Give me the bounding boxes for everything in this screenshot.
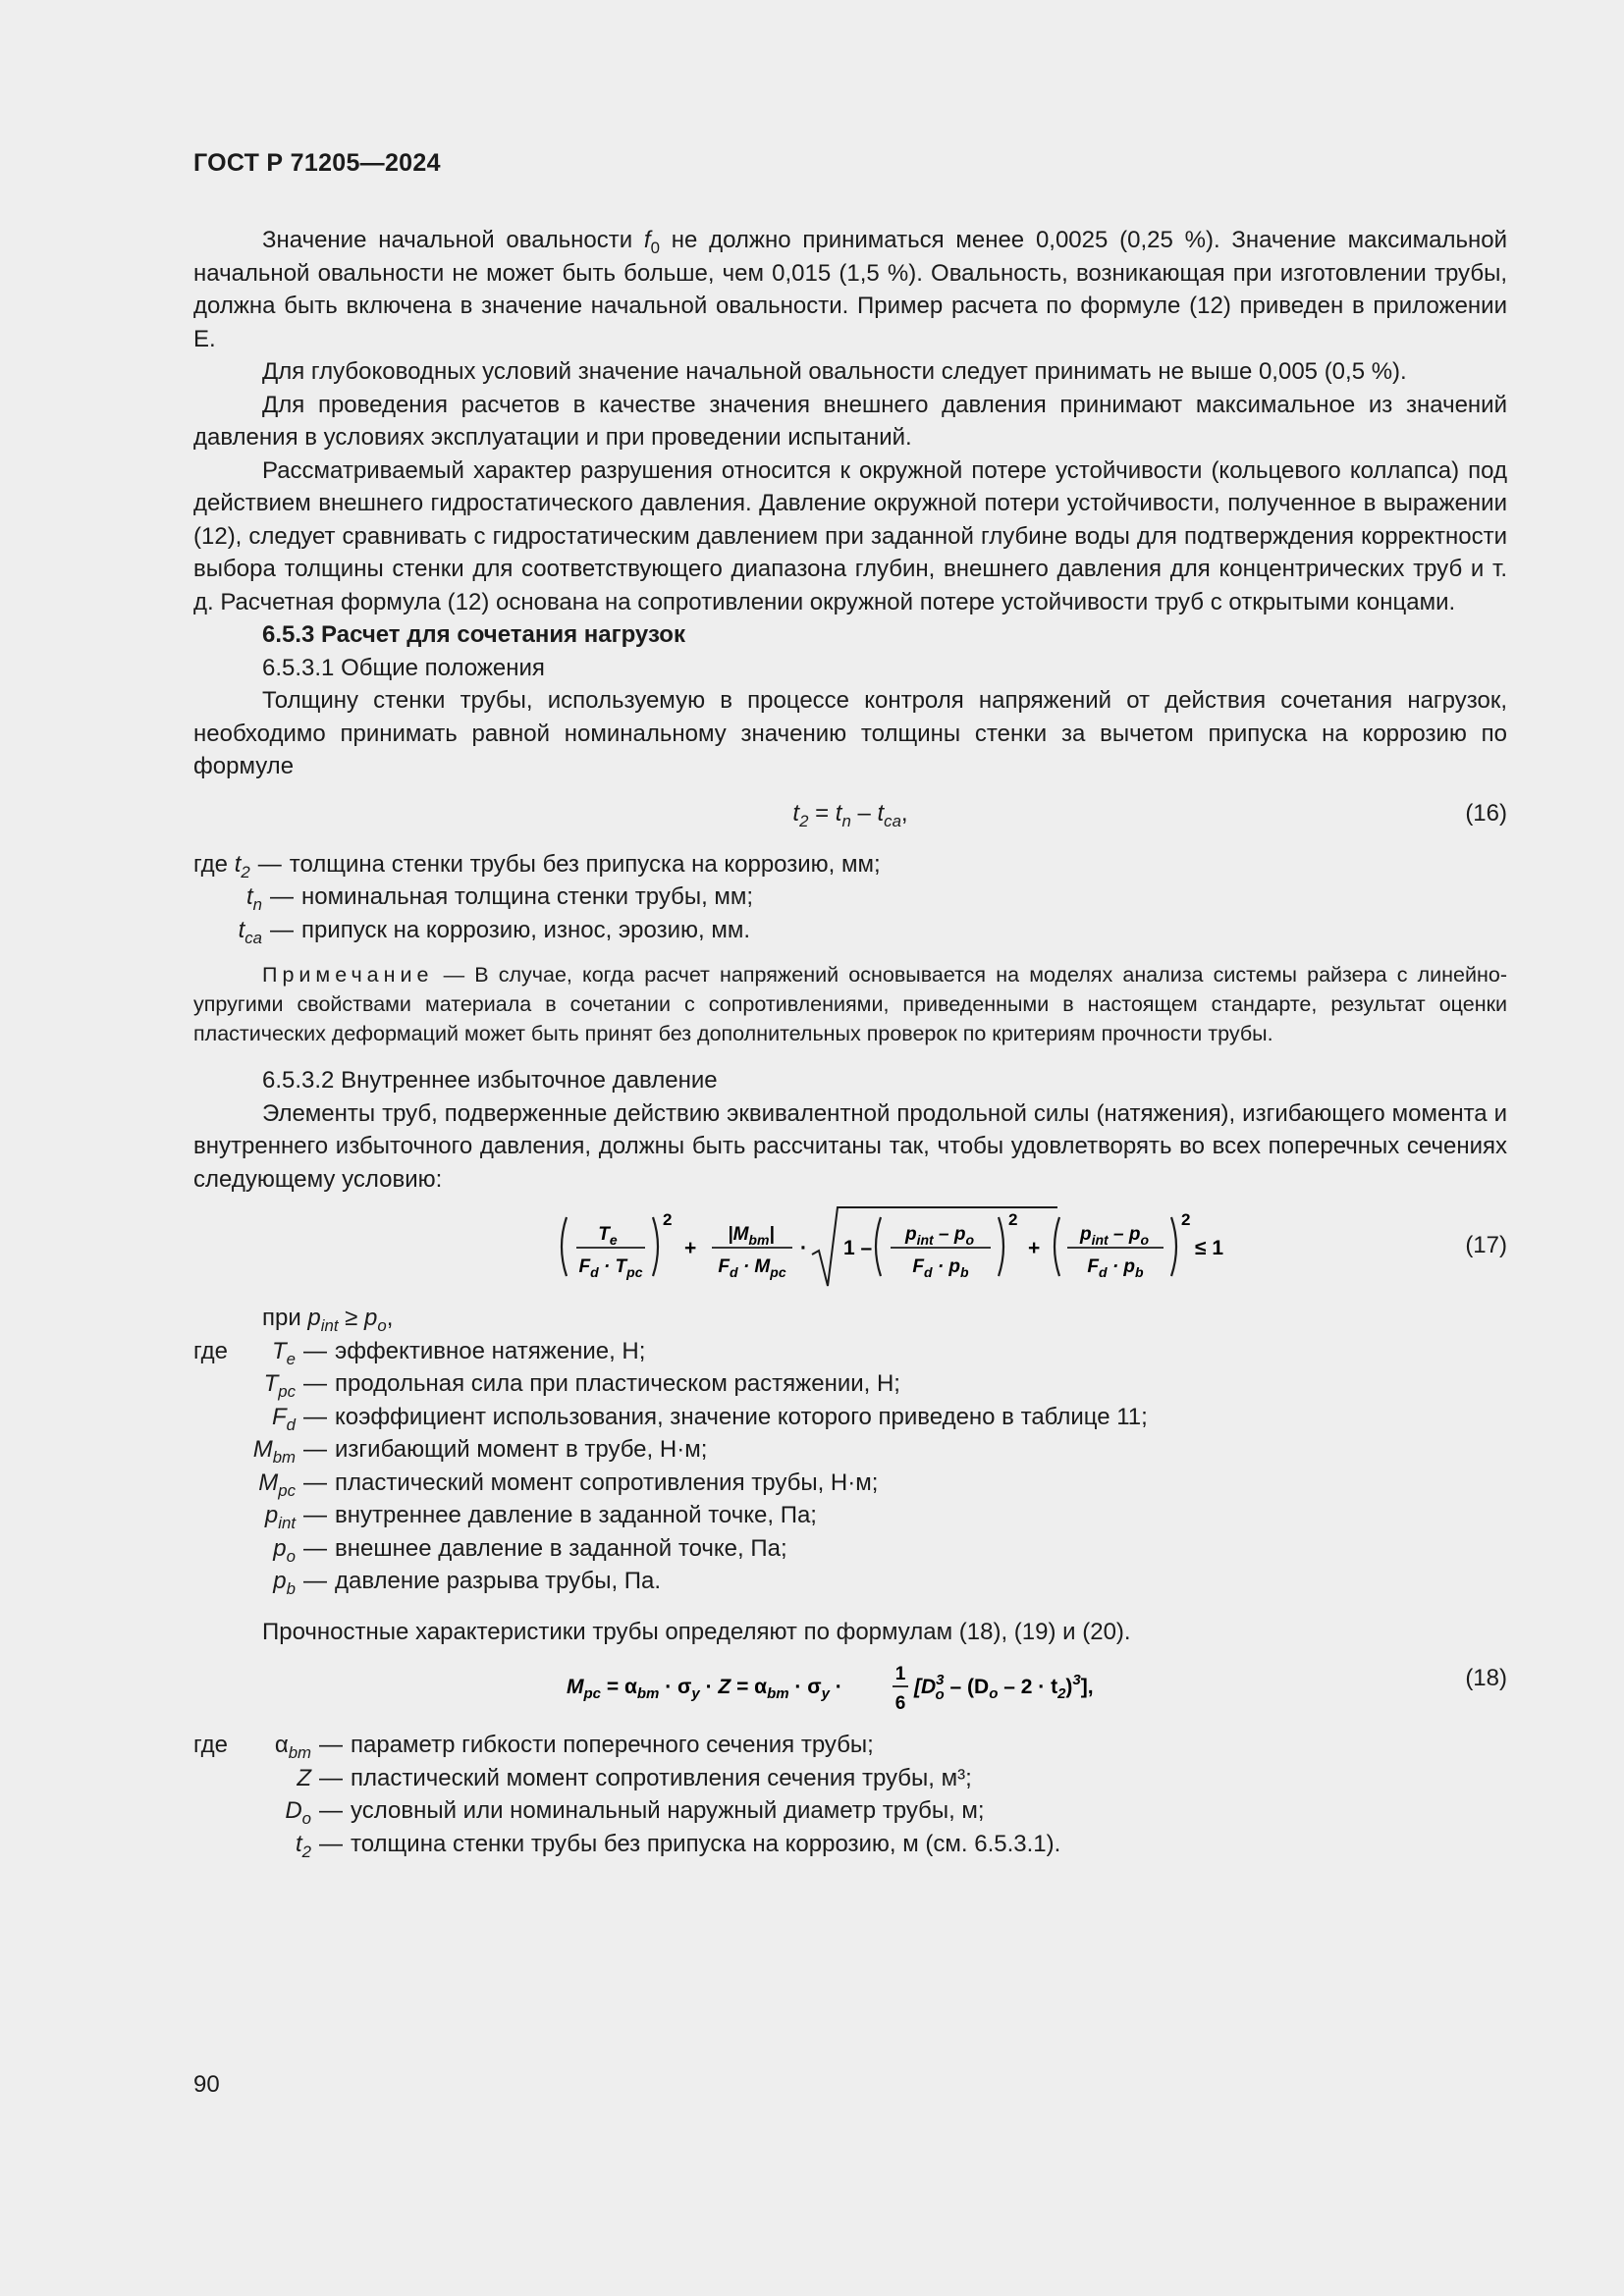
svg-text:6: 6 (894, 1693, 906, 1714)
where-text: изгибающий момент в трубе, Н·м; (335, 1436, 708, 1463)
where-text: пластический момент сопротивления трубы, Н·м; (335, 1468, 879, 1496)
svg-text:≤ 1: ≤ 1 (1195, 1237, 1224, 1259)
where-text: коэффициент использования, значение которого приведено в таблице 11; (335, 1403, 1148, 1430)
svg-text:+: + (684, 1237, 697, 1259)
paragraph-wall-thickness: Толщину стенки трубы, используемую в процессе контроля напряжений от действия сочетания нагрузок, необходимо принимать равной номинальному значению толщины стенки за вычетом припуска на коррозию по формуле (193, 687, 1507, 779)
body-text (193, 224, 1507, 1860)
where-row: $p_o$ — внешнее давление в заданной точке, Па; (193, 1532, 1507, 1566)
where-text: продольная сила при пластическом растяжении, Н; (335, 1370, 900, 1397)
svg-text:Mpc = αbm · σy · Z = αbm · σy: $M_{pc} = \alpha_{bm} \cdot \sigma_y \cdot Z = \alpha_{bm} \cdot \sigma_y$ · (567, 1676, 842, 1702)
equation-17 (193, 1196, 1507, 1302)
where-row: где $T_e$ — эффективное натяжение, Н; (193, 1335, 1507, 1368)
symbol: f (643, 227, 651, 253)
paragraph-elements: Элементы труб, подверженные действию эквивалентной продольной силы (натяжения), изгибающего момента и внутреннего избыточного давления, должны быть рассчитаны так, чтобы удовлетворять во всех поперечных сечениях следующему условию: (193, 1099, 1507, 1193)
note (193, 960, 1507, 1048)
paragraph-strength: Прочностные характеристики трубы определяют по формулам (18), (19) и (20). (262, 1618, 1131, 1645)
paragraph-deepwater: Для глубоководных условий значение начальной овальности следует принимать не выше 0,005 (0,5 %). (262, 358, 1407, 385)
svg-text:+: + (1028, 1237, 1041, 1259)
where-row: $M_{bm}$ — изгибающий момент в трубе, Н·м; (193, 1433, 1507, 1467)
where-text: пластический момент сопротивления сечения трубы, м³; (351, 1764, 972, 1791)
paragraph-text: не должно приниматься менее 0,0025 (0,25 %). Значение максимальной начальной овальности не может быть больше, чем 0,015 (1,5 %). Овальность, возникающая при изготовлении трубы, должна быть включена в значение начальной овальности. Пример расчета по формуле (12) приведен в приложении Е. (193, 227, 1507, 352)
where-list-17 (193, 1335, 1507, 1598)
where-text: толщина стенки трубы без припуска на коррозию, м (см. 6.5.3.1). (351, 1830, 1061, 1857)
document-header: ГОСТ Р 71205—2024 (193, 149, 441, 177)
section-heading-6-5-3-2: 6.5.3.2 Внутреннее избыточное давление (262, 1067, 718, 1094)
section-heading-6-5-3: 6.5.3 Расчет для сочетания нагрузок (262, 621, 685, 648)
where-text: внутреннее давление в заданной точке, Па; (335, 1502, 817, 1528)
where-row: $T_{pc}$ — продольная сила при пластическом растяжении, Н; (193, 1367, 1507, 1401)
symbol-sub: 0 (650, 238, 660, 257)
where-text: припуск на коррозию, износ, эрозию, мм. (301, 916, 750, 943)
equation-17-formula (537, 1196, 1224, 1300)
where-row: Z — пластический момент сопротивления сечения трубы, м³; (193, 1762, 1507, 1795)
svg-text:Te: $T_e$ (598, 1224, 618, 1248)
paragraph-text: Значение начальной овальности (262, 227, 644, 253)
svg-text:Fd · Tpc: $F_d \cdot T_{pc}$ (578, 1256, 643, 1280)
condition-prefix: при (262, 1305, 308, 1331)
svg-text:2: 2 (1008, 1210, 1018, 1229)
where-row: где $\alpha_{bm}$ — параметр гибкости поперечного сечения трубы; (193, 1729, 1507, 1762)
where-text: условный или номинальный наружный диаметр трубы, м; (351, 1797, 985, 1824)
where-row: $p_{int}$ — внутреннее давление в заданной точке, Па; (193, 1499, 1507, 1532)
where-row: $F_d$ — коэффициент использования, значение которого приведено в таблице 11; (193, 1401, 1507, 1434)
svg-text:Fd · pb: $F_d \cdot p_b$ (912, 1256, 969, 1280)
svg-text:2: 2 (663, 1210, 673, 1229)
svg-text:1 –: 1 – (843, 1237, 873, 1259)
where-row: $t_n$ — номинальная толщина стенки трубы, мм; (193, 881, 1507, 914)
paragraph-collapse: Рассматриваемый характер разрушения относится к окружной потере устойчивости (кольцевого коллапса) под действием внешнего гидростатического давления. Давление окружной потери устойчивости, полученное в выражении (12), следует сравнивать с гидростатическим давлением при заданной глубине воды для подтверждения корректности выбора толщины стенки для соответствующего диапазона глубин, внешнего давления для концентрических труб и т. д. Расчетная формула (12) основана на сопротивлении окружной потере устойчивости труб с открытыми концами. (193, 456, 1507, 615)
svg-text:pint – po: $p_{int} - p_o$ (1079, 1224, 1150, 1248)
svg-text:pint – po: $p_{int} - p_o$ (904, 1224, 975, 1248)
note-label: Примечание (262, 963, 434, 987)
where-text: давление разрыва трубы, Па. (335, 1568, 662, 1594)
equation-18 (193, 1654, 1507, 1729)
section-heading-6-5-3-1: 6.5.3.1 Общие положения (262, 654, 545, 681)
where-list-18 (193, 1729, 1507, 1860)
equation-number: (18) (1465, 1665, 1507, 1691)
condition-line: при $p_{int} \ge p_o$, (262, 1305, 394, 1335)
note-text: — В случае, когда расчет напряжений основывается на моделях анализа системы райзера с линейно-упругими свойствами материала в сочетании с сопротивлениями, приведенными в настоящем стандарте, результат оценки пластических деформаций может быть принят без дополнительных проверок по критериям прочности трубы. (193, 963, 1507, 1045)
svg-text:·: · (800, 1237, 807, 1259)
where-row: $D_o$ — условный или номинальный наружный диаметр трубы, м; (193, 1794, 1507, 1828)
where-text: эффективное натяжение, Н; (335, 1337, 646, 1364)
where-text: номинальная толщина стенки трубы, мм; (301, 883, 754, 910)
where-text: внешнее давление в заданной точке, Па; (335, 1534, 787, 1562)
paragraph-ovality (193, 224, 1507, 355)
where-row: где $t_2$ — толщина стенки трубы без припуска на коррозию, мм; (193, 848, 1507, 881)
where-text: толщина стенки трубы без припуска на коррозию, мм; (289, 850, 881, 878)
paragraph-external-pressure: Для проведения расчетов в качестве значения внешнего давления принимают максимальное из значений давления в условиях эксплуатации и при проведении испытаний. (193, 391, 1507, 451)
equation-18-formula (567, 1654, 1175, 1727)
equation-number: (17) (1465, 1232, 1507, 1258)
equation-number: (16) (1465, 799, 1507, 827)
equation-16-formula: $t_2 = t_n - t_{ca}$, (792, 799, 908, 830)
svg-text:Fd · Mpc: $F_d \cdot M_{pc}$ (718, 1256, 786, 1280)
where-row: $M_{pc}$ — пластический момент сопротивления трубы, Н·м; (193, 1467, 1507, 1500)
svg-text:|Mbm|: $|M_{bm}|$ (728, 1224, 775, 1248)
where-text: параметр гибкости поперечного сечения трубы; (351, 1732, 874, 1758)
svg-text:1: 1 (894, 1664, 906, 1684)
where-list-16 (193, 848, 1507, 947)
where-row: $t_2$ — толщина стенки трубы без припуска на коррозию, м (см. 6.5.3.1). (193, 1828, 1507, 1861)
page-number: 90 (193, 2071, 220, 2098)
equation-16 (193, 783, 1507, 848)
where-row: $p_b$ — давление разрыва трубы, Па. (193, 1565, 1507, 1598)
svg-text:Fd · pb: $F_d \cdot p_b$ (1087, 1256, 1144, 1280)
where-row: $t_{ca}$ — припуск на коррозию, износ, эрозию, мм. (193, 914, 1507, 947)
svg-text:2: 2 (1181, 1210, 1191, 1229)
svg-text:[D3o – (Do – 2 · t2)3],: [$D^3$ $o - (D_o - 2 \cdot t_2)^3$], (914, 1672, 1094, 1703)
